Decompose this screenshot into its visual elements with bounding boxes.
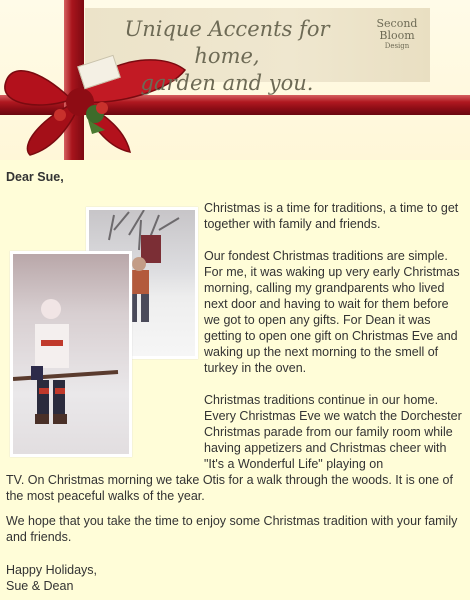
paragraph-4: We hope that you take the time to enjoy some Christmas tradition with your family and friends. <box>6 514 458 544</box>
paragraph-2: Our fondest Christmas traditions are simple. For me, it was waking up very early Christmas morning, calling my grandparents who lived next door and having to wait for them before we got to open any gifts. For Dean it was getting to open one gift on Christmas Eve and waking up the next morning to the smell of turkey in the oven. <box>204 249 460 375</box>
logo-line-3: Design <box>384 42 410 50</box>
salutation: Dear Sue, <box>6 170 64 184</box>
tagline-line-1: Unique Accents for home, <box>124 17 330 68</box>
header-banner <box>0 0 470 160</box>
signature: Sue & Dean <box>6 579 74 593</box>
photo-child-hockey <box>10 251 132 457</box>
paragraph-1: Christmas is a time for traditions, a time to get together with family and friends. <box>204 201 459 231</box>
logo <box>366 18 428 72</box>
tagline-line-2: garden and you. <box>140 71 314 95</box>
tagline <box>92 16 362 97</box>
paragraph-3-bottom: TV. On Christmas morning we take Otis for a walk through the woods. It is one of the most peaceful walks of the year. <box>6 473 453 503</box>
closing: Happy Holidays, <box>6 563 98 577</box>
logo-line-2: Bloom <box>379 29 415 42</box>
logo-line-1: Second <box>376 17 418 30</box>
paragraph-3-top: Christmas traditions continue in our home. Every Christmas Eve we watch the Dorchester Christmas parade from our family room while having appetizers and Christmas cheer with "It's a Wonderful Life" playing on <box>204 393 462 471</box>
